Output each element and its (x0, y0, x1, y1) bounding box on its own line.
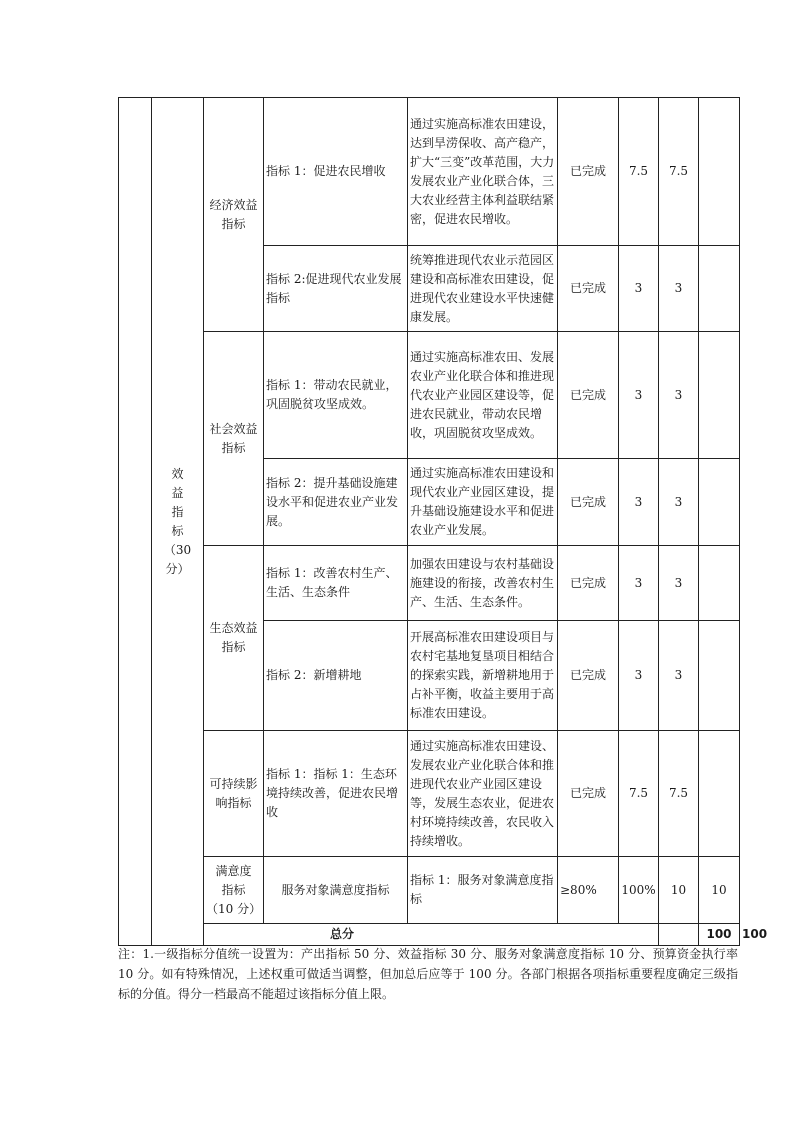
weight-score: 7.5 (619, 98, 659, 246)
indicator-name: 指标 1：带动农民就业，巩固脱贫攻坚成效。 (264, 332, 408, 459)
completion-status: 已完成 (558, 332, 619, 459)
group-name: 可持续影响指标 (204, 731, 264, 857)
indicator-value: 开展高标准农田建设项目与农村宅基地复垦项目相结合的探索实践，新增耕地用于占补平衡，收益主要用于高标准农田建设。 (408, 621, 558, 731)
indicator-name: 指标 1：促进农民增收 (264, 98, 408, 246)
benefit-category-cell (152, 98, 204, 946)
remark-cell (699, 332, 740, 459)
indicator-name: 指标 2：新增耕地 (264, 621, 408, 731)
completion-status: 已完成 (558, 98, 619, 246)
group-name: 服务对象满意度指标 (264, 857, 408, 924)
actual-score: 3 (659, 459, 699, 546)
table-footnote: 注：1.一级指标分值统一设置为：产出指标 50 分、效益指标 30 分、服务对象满意度指标 10 分、预算资金执行率 10 分。如有特殊情况，上述权重可做适当调整，但加总后应等于 100 分。各部门根据各项指标重要程度确定三级指标的分值。得分一档最高不能超过该指标分值上限。 (118, 947, 738, 1001)
completion-status: 已完成 (558, 246, 619, 332)
table-row (119, 857, 740, 924)
satisfaction-category-cell (204, 857, 264, 924)
total-label: 总分 (204, 924, 659, 946)
completion-status: 已完成 (558, 731, 619, 857)
satisfaction-weight: （10 分） (206, 901, 262, 916)
indicator-value: 通过实施高标准农田、发展农业产业化联合体和推进现代农业产业园区建设等，促进农民就业，带动农民增收，巩固脱贫攻坚成效。 (408, 332, 558, 459)
completion-status: 已完成 (558, 459, 619, 546)
group-name: 生态效益指标 (204, 546, 264, 731)
level1-blank-cell (119, 98, 152, 946)
weight-score: 3 (619, 246, 659, 332)
remark-cell (699, 246, 740, 332)
satisfaction-category-line: 满意度 (215, 863, 252, 878)
weight-score: 3 (619, 546, 659, 621)
weight-score: 7.5 (619, 731, 659, 857)
actual-score: 3 (659, 546, 699, 621)
total-row: 总分 100 100 (119, 924, 740, 946)
weight-score: 10 (659, 857, 699, 924)
remark-cell (699, 98, 740, 246)
indicator-value: 通过实施高标准农田建设、发展农业产业化联合体和推进现代农业产业园区建设等，发展生态农业，促进农村环境持续改善，农民收入持续增收。 (408, 731, 558, 857)
weight-score: 3 (619, 459, 659, 546)
actual-score: 3 (659, 621, 699, 731)
weight-score: 3 (619, 332, 659, 459)
table-row (119, 332, 740, 459)
indicator-value: 统筹推进现代农业示范园区建设和高标准农田建设，促进现代农业建设水平快速健康发展。 (408, 246, 558, 332)
satisfaction-category-line: 指标 (221, 882, 246, 897)
indicator-value: 加强农田建设与农村基础设施建设的衔接，改善农村生产、生活、生态条件。 (408, 546, 558, 621)
benefit-category-char: 益 (171, 485, 184, 500)
actual-score: 7.5 (659, 731, 699, 857)
remark-cell (699, 459, 740, 546)
actual-score: 3 (659, 332, 699, 459)
indicator-name: 指标 1：改善农村生产、生活、生态条件 (264, 546, 408, 621)
group-name: 社会效益指标 (204, 332, 264, 546)
benefit-category-char: 标 (171, 523, 184, 538)
indicator-name: 指标 1：指标 1：生态环境持续改善，促进农民增收 (264, 731, 408, 857)
benefit-weight: （30 分） (163, 542, 192, 576)
group-name: 经济效益指标 (204, 98, 264, 332)
table-row (119, 731, 740, 857)
indicator-name: 指标 2:促进现代农业发展指标 (264, 246, 408, 332)
indicator-name: 指标 2：提升基础设施建设水平和促进农业产业发展。 (264, 459, 408, 546)
indicator-value: ≥80% (558, 857, 619, 924)
table-row (119, 546, 740, 621)
total-status-blank (659, 924, 699, 946)
actual-score: 3 (659, 246, 699, 332)
benefit-category-char: 指 (171, 504, 184, 519)
performance-table (118, 97, 768, 946)
benefit-category-char: 效 (171, 466, 184, 481)
completion-status: 已完成 (558, 546, 619, 621)
indicator-value: 通过实施高标准农田建设，达到旱涝保收、高产稳产，扩大“三变”改革范围，大力发展农业产业化联合体，三大农业经营主体利益联结紧密，促进农民增收。 (408, 98, 558, 246)
completion-status: 已完成 (558, 621, 619, 731)
actual-score: 10 (699, 857, 740, 924)
remark-cell (699, 621, 740, 731)
completion-status: 100% (619, 857, 659, 924)
actual-score: 7.5 (659, 98, 699, 246)
total-weight-score: 100 (699, 924, 740, 946)
indicator-value: 通过实施高标准农田建设和现代农业产业园区建设，提升基础设施建设水平和促进农业产业发展。 (408, 459, 558, 546)
table-row (119, 98, 740, 246)
weight-score: 3 (619, 621, 659, 731)
indicator-name: 指标 1：服务对象满意度指标 (408, 857, 558, 924)
remark-cell (699, 546, 740, 621)
remark-cell (699, 731, 740, 857)
